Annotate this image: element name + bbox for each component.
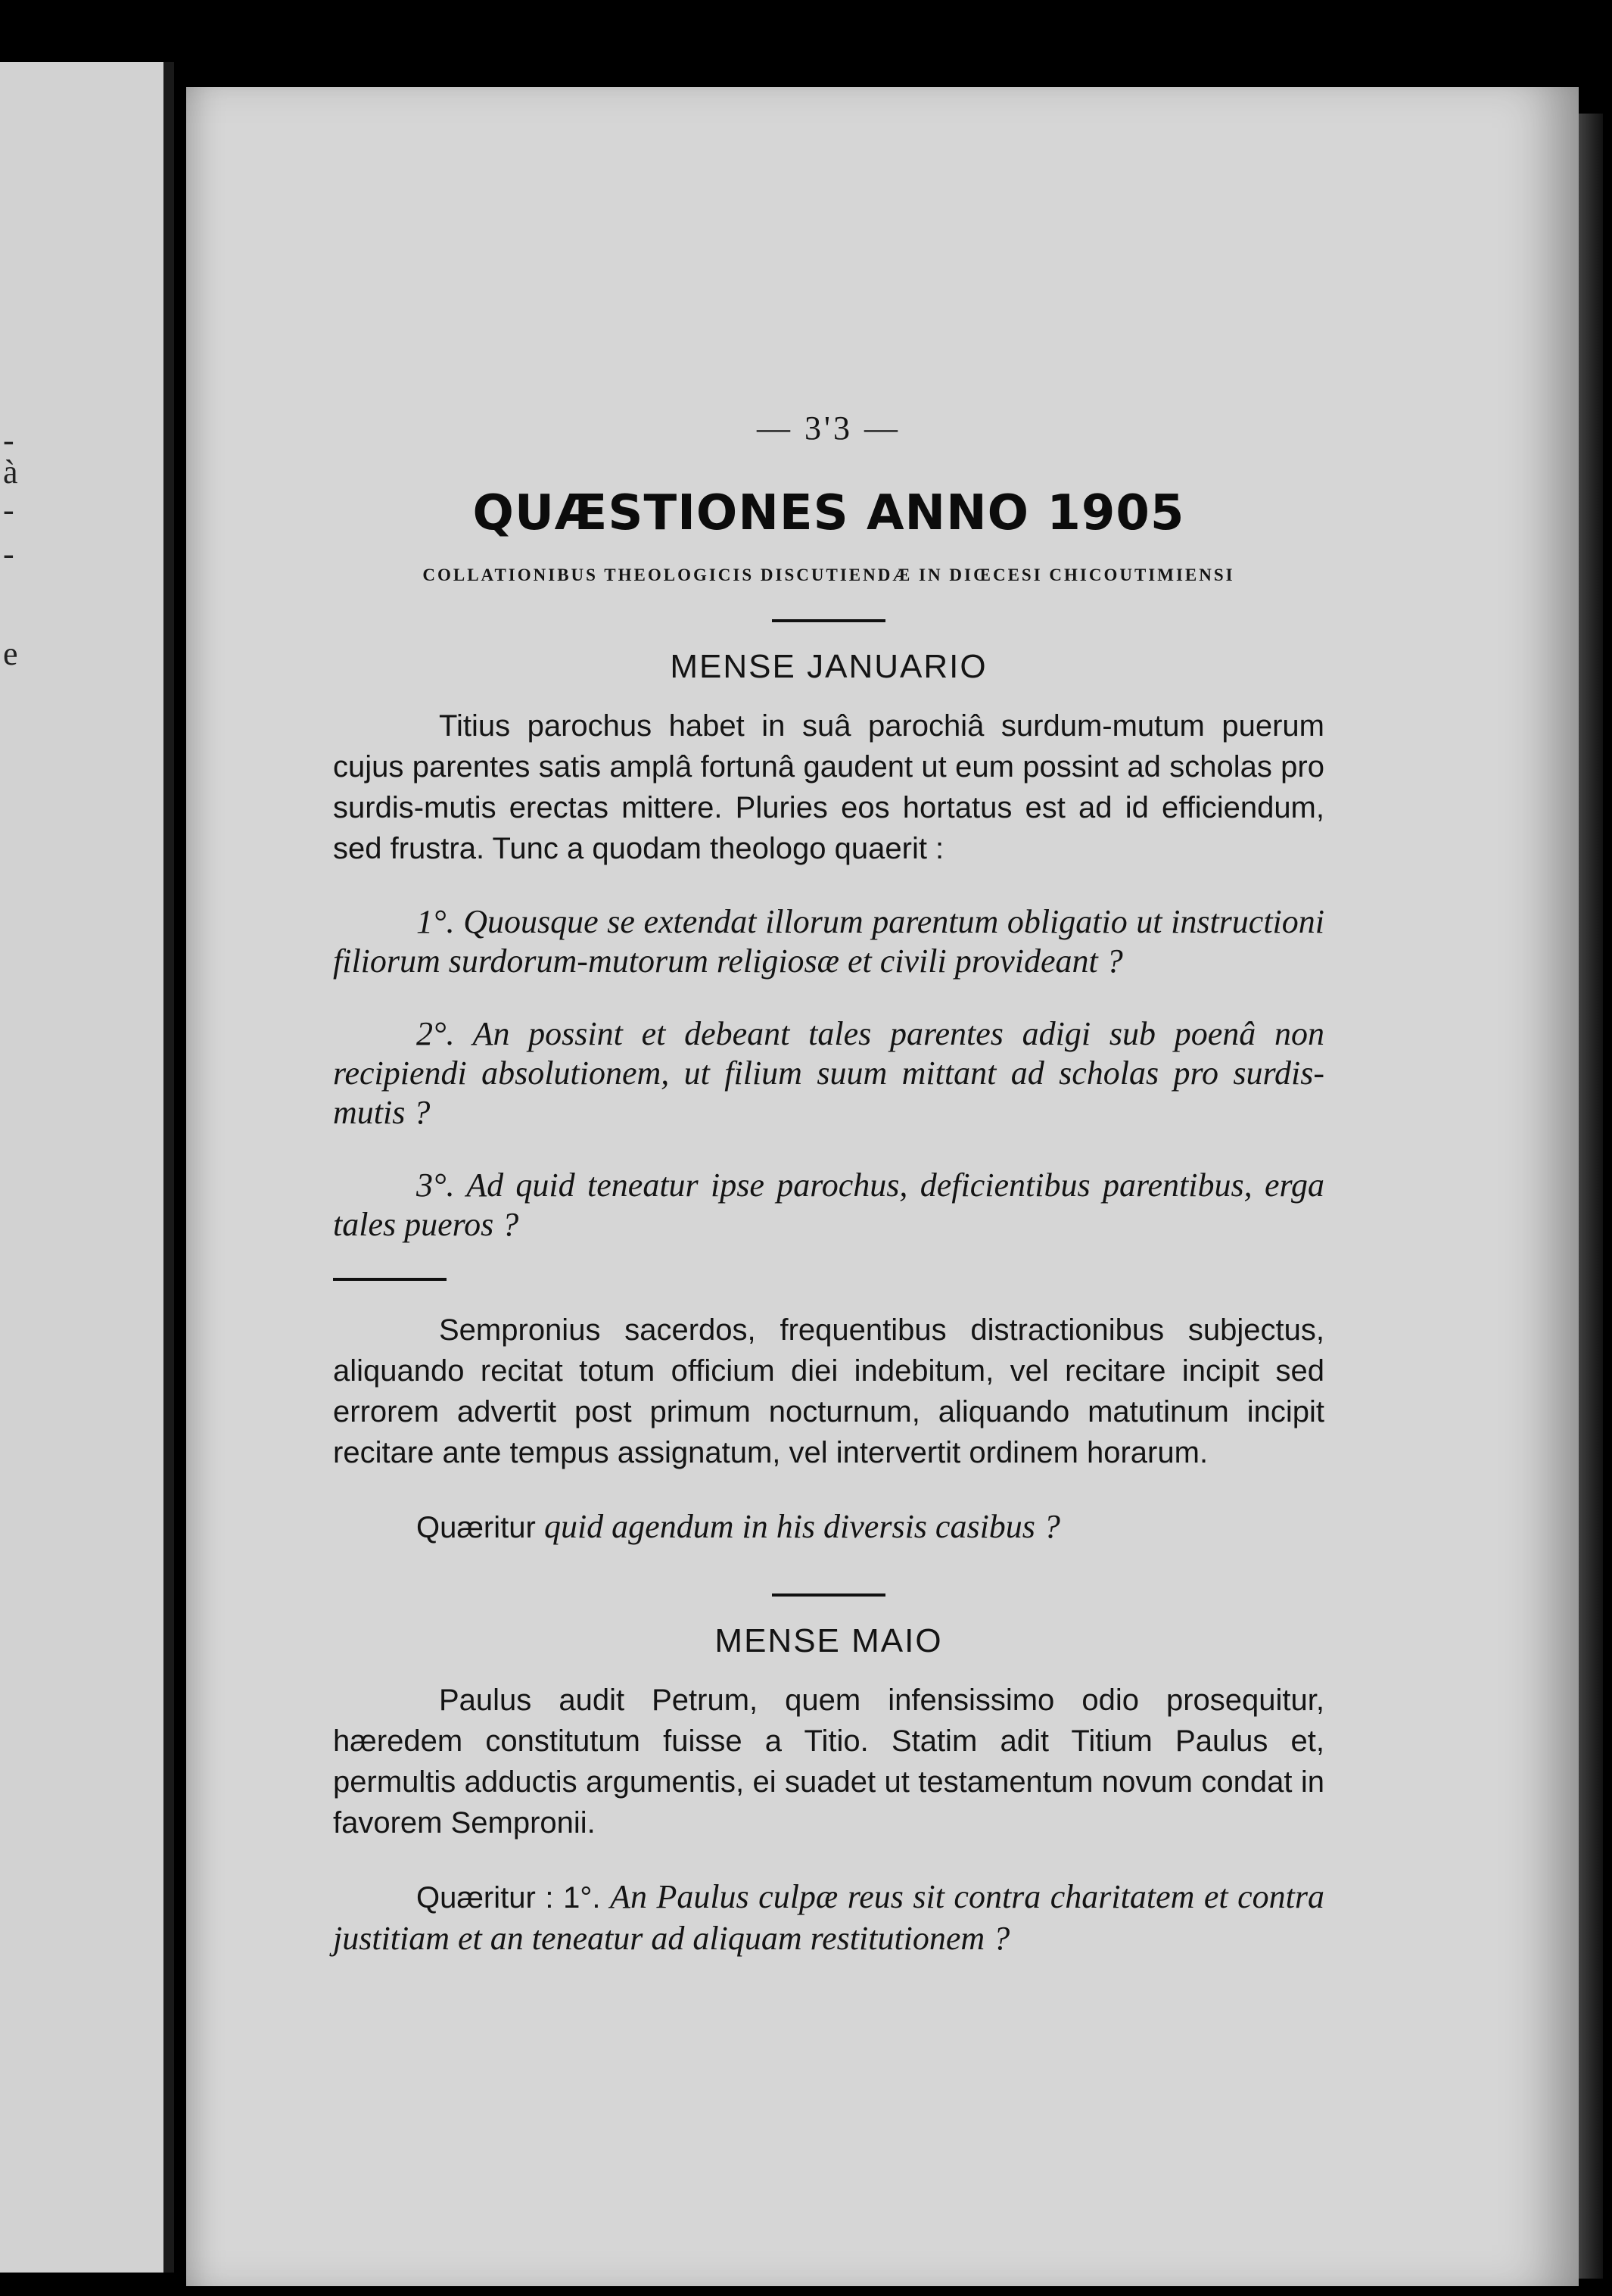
section-heading-january: MENSE JANUARIO [670,648,988,685]
may-case-question [333,1877,1324,1960]
page-content [333,409,1324,2005]
question-number: 1°. [416,903,455,940]
january-case-intro: Titius parochus habet in suâ parochiâ surdum-mutum puerum cujus parentes satis amplâ fortunâ gaudent ut eum possint ad scholas pro surdis-mutis erectas mittere. Pluries eos hortatus est ad id efficiendum, sed frustra. Tunc a quodam theologo quaerit : [333,709,1324,865]
quaeritur-lead: Quæritur [416,1511,536,1544]
question-text: Ad quid teneatur ipse parochus, deficientibus parentibus, erga tales pueros ? [333,1167,1324,1243]
page-title: QUÆSTIONES ANNO 1905 [472,485,1185,541]
question-text: An possint et debeant tales parentes adigi sub poenâ non recipiendi absolutionem, ut filium suum mittant ad scholas pro surdis-mutis ? [333,1015,1324,1131]
left-page-fragment: à [3,453,18,491]
january-case-2-question [333,1506,1324,1548]
quaeritur-lead: Quæritur : 1°. [416,1881,601,1914]
left-page-fragment: e [3,635,18,672]
january-question-3 [333,1166,1324,1245]
january-case-2: Sempronius sacerdos, frequentibus distractionibus subjectus, aliquando recitat totum officium diei indebitum, vel recitare incipit sed errorem advertit post primum nocturnum, aliquando matutinum incipit recitare ante tempus assignatum, vel intervertit ordinem horarum. [333,1313,1324,1469]
page-number: — 3'3 — [757,410,901,447]
january-question-2 [333,1014,1324,1132]
left-page-fragment: - [3,491,14,528]
left-page-fragment: - [3,422,14,459]
section-divider [333,1278,447,1281]
previous-page-edge [0,62,174,2273]
question-number: 2°. [416,1015,455,1052]
question-number: 3°. [416,1167,455,1204]
page-subtitle: COLLATIONIBUS THEOLOGICIS DISCUTIENDÆ IN DIŒCESI CHICOUTIMIENSI [422,565,1235,584]
section-divider [772,619,885,622]
section-heading-may: MENSE MAIO [714,1622,943,1659]
question-text: Quousque se extendat illorum parentum obligatio ut instructioni filiorum surdorum-mutorum religiosæ et civili provideant ? [333,903,1325,980]
may-case-intro: Paulus audit Petrum, quem infensissimo odio prosequitur, hæredem constitutum fuisse a Titio. Statim adit Titium Paulus et, permultis adductis argumentis, ei suadet ut testamentum novum condat in favorem Sempronii. [333,1684,1324,1840]
left-page-fragment: - [3,535,14,572]
january-question-1 [333,902,1324,981]
quaeritur-text: quid agendum in his diversis casibus ? [543,1508,1060,1545]
quaeritur-text: An Paulus culpæ reus sit contra charitatem et contra justitiam et an teneatur ad aliquam restitutionem ? [333,1878,1325,1957]
section-divider [772,1593,885,1597]
